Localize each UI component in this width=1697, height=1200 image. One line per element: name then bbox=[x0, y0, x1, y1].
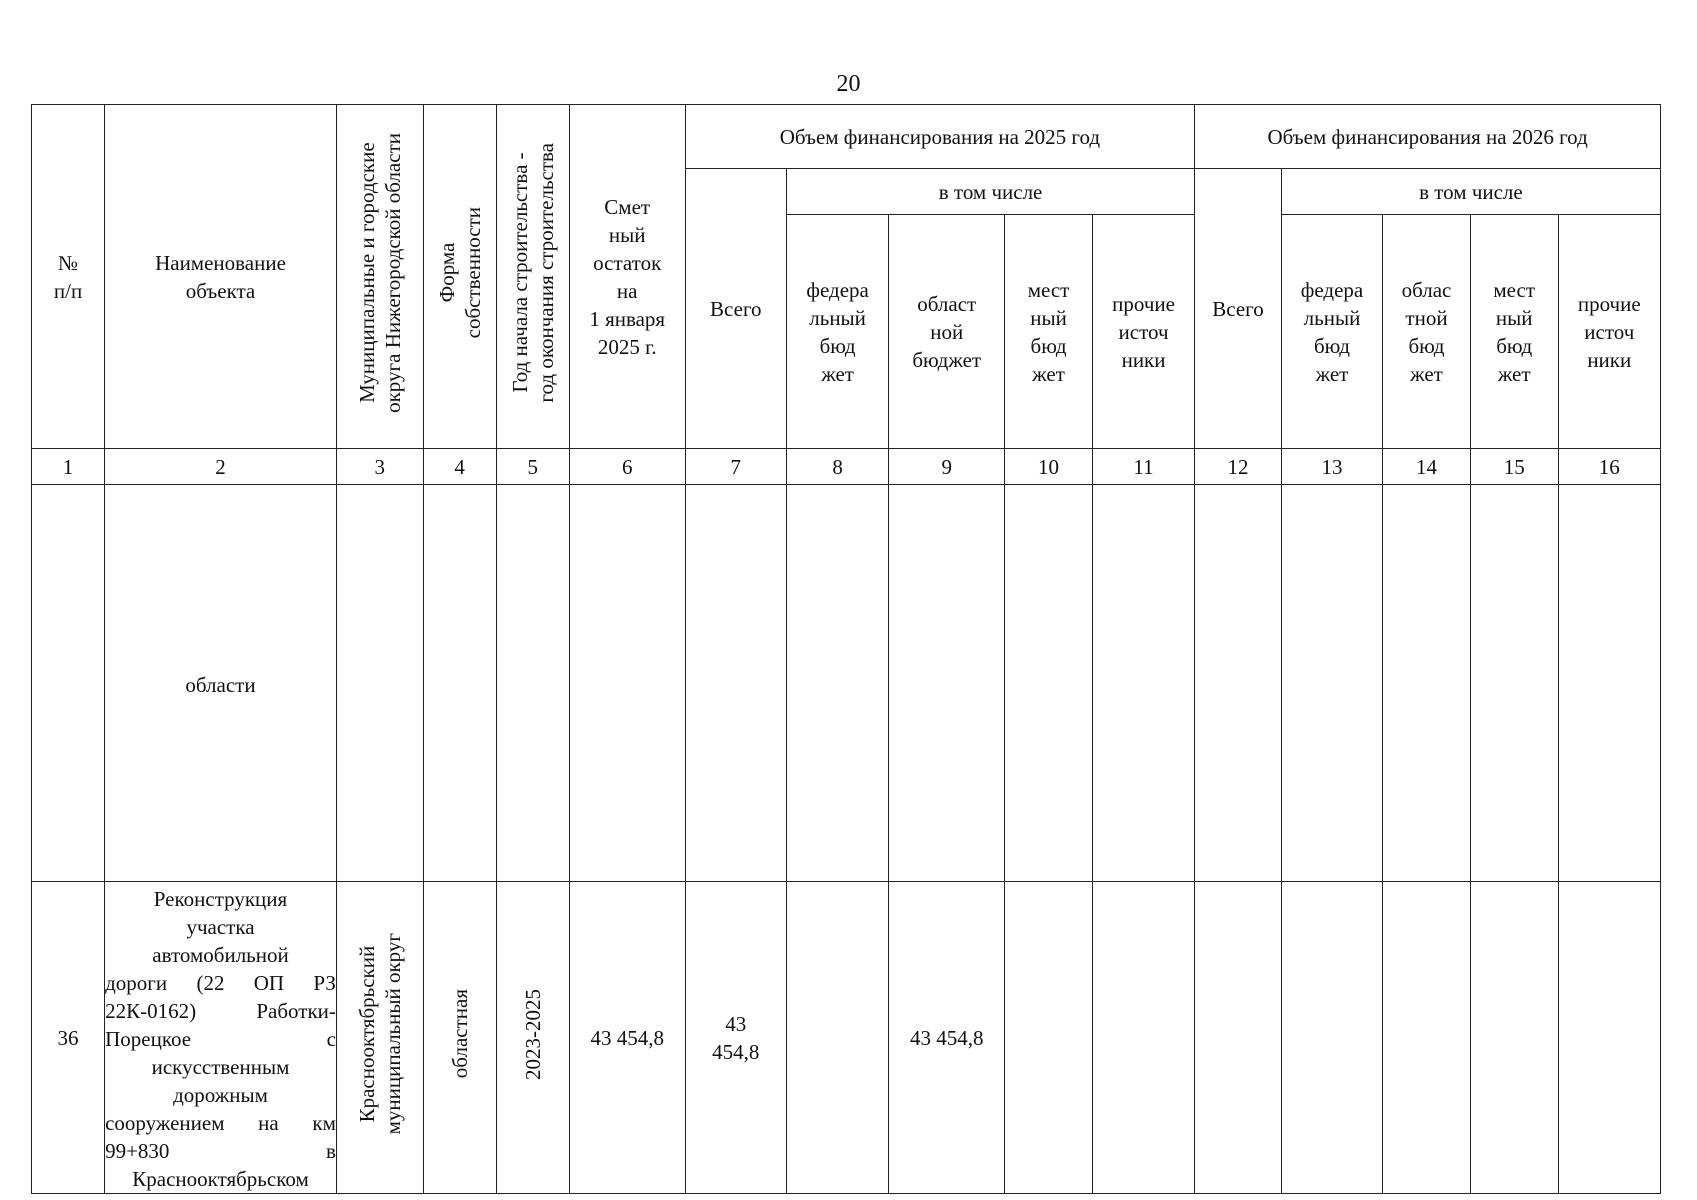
federal-2026 bbox=[1281, 882, 1382, 1194]
header-total-2025: Всего bbox=[685, 169, 786, 449]
page-number: 20 bbox=[836, 71, 861, 97]
col-number: 4 bbox=[423, 449, 496, 485]
header-including-2025: в том числе bbox=[786, 169, 1194, 215]
object-name-line: Порецкое с bbox=[105, 1027, 336, 1051]
header-local-2026: мест ный бюд жет bbox=[1470, 215, 1558, 449]
header-row-1 bbox=[32, 105, 1661, 169]
col-number: 13 bbox=[1281, 449, 1382, 485]
col-number: 10 bbox=[1005, 449, 1093, 485]
local-2026 bbox=[1470, 882, 1558, 1194]
total-2026 bbox=[1195, 882, 1282, 1194]
col-number: 6 bbox=[569, 449, 685, 485]
header-local-2025: мест ный бюд жет bbox=[1005, 215, 1093, 449]
object-name-line: дорожным bbox=[173, 1083, 268, 1107]
col-number: 11 bbox=[1092, 449, 1194, 485]
col-number: 2 bbox=[105, 449, 337, 485]
header-municipality: Муниципальные и городские округа Нижегородской области bbox=[336, 105, 423, 449]
col-number: 15 bbox=[1470, 449, 1558, 485]
header-years: Год начала строительства - год окончания строительства bbox=[496, 105, 569, 449]
header-other-2026: прочие источ ники bbox=[1558, 215, 1660, 449]
other-2025 bbox=[1092, 882, 1194, 1194]
object-name-line: 99+830 в bbox=[105, 1139, 336, 1163]
object-name-continued: области bbox=[105, 485, 337, 882]
header-regional-2025: област ной бюджет bbox=[889, 215, 1005, 449]
header-regional-2026: облас тной бюд жет bbox=[1383, 215, 1471, 449]
federal-2025 bbox=[786, 882, 888, 1194]
header-including-2026: в том числе bbox=[1281, 169, 1660, 215]
col-number: 1 bbox=[32, 449, 105, 485]
column-number-row bbox=[32, 449, 1661, 485]
col-number: 9 bbox=[889, 449, 1005, 485]
object-name-line: Реконструкция bbox=[153, 887, 288, 911]
col-number: 7 bbox=[685, 449, 786, 485]
object-name-line: 22К-0162) Работки- bbox=[105, 999, 336, 1023]
header-group-2026: Объем финансирования на 2026 год bbox=[1195, 105, 1661, 169]
object-name-line: сооружением на км bbox=[105, 1111, 336, 1135]
ownership-form: областная bbox=[423, 882, 496, 1194]
regional-2025: 43 454,8 bbox=[889, 882, 1005, 1194]
col-number: 5 bbox=[496, 449, 569, 485]
estimate-balance: 43 454,8 bbox=[569, 882, 685, 1194]
object-name-line: участка bbox=[186, 915, 255, 939]
regional-2026 bbox=[1383, 882, 1471, 1194]
financing-table bbox=[31, 104, 1661, 1194]
col-number: 8 bbox=[786, 449, 888, 485]
municipality: Краснооктябрьский муниципальный округ bbox=[336, 882, 423, 1194]
header-name: Наименование объекта bbox=[105, 105, 337, 449]
other-2026 bbox=[1558, 882, 1660, 1194]
header-federal-2026: федера льный бюд жет bbox=[1281, 215, 1382, 449]
header-other-2025: прочие источ ники bbox=[1092, 215, 1194, 449]
row-number: 36 bbox=[32, 882, 105, 1194]
object-name bbox=[105, 882, 337, 1194]
table-row-continuation bbox=[32, 485, 1661, 882]
object-name-line: автомобильной bbox=[152, 943, 289, 967]
header-group-2025: Объем финансирования на 2025 год bbox=[685, 105, 1195, 169]
object-name-line: Краснооктябрьском bbox=[132, 1167, 309, 1191]
object-name-line: искусственным bbox=[151, 1055, 290, 1079]
header-estimate: Смет ный остаток на 1 января 2025 г. bbox=[569, 105, 685, 449]
header-federal-2025: федера льный бюд жет bbox=[786, 215, 888, 449]
table-row-36 bbox=[32, 882, 1661, 1194]
col-number: 16 bbox=[1558, 449, 1660, 485]
object-name-line: дороги (22 ОП РЗ bbox=[105, 971, 336, 995]
header-ownership: Форма собственности bbox=[423, 105, 496, 449]
header-no: № п/п bbox=[32, 105, 105, 449]
total-2025: 43 454,8 bbox=[685, 882, 786, 1194]
local-2025 bbox=[1005, 882, 1093, 1194]
col-number: 3 bbox=[336, 449, 423, 485]
header-total-2026: Всего bbox=[1195, 169, 1282, 449]
col-number: 14 bbox=[1383, 449, 1471, 485]
construction-years: 2023-2025 bbox=[496, 882, 569, 1194]
col-number: 12 bbox=[1195, 449, 1282, 485]
